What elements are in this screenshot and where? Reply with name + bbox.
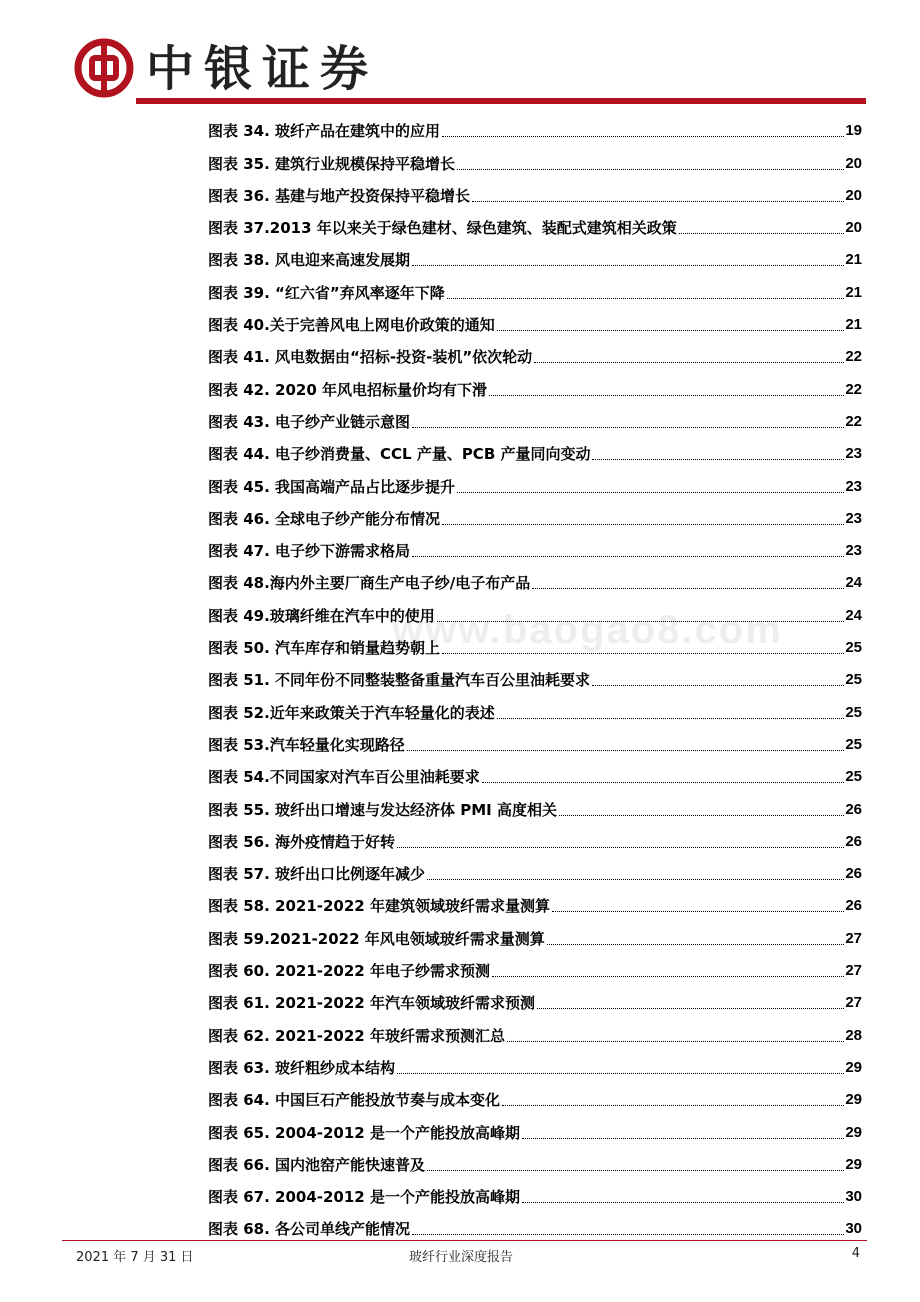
toc-leader-dots (592, 685, 844, 686)
toc-leader-dots (457, 169, 844, 170)
toc-entry-page: 29 (845, 1155, 862, 1173)
toc-entry[interactable] (208, 886, 862, 918)
toc-entry-page: 25 (845, 671, 862, 689)
toc-entry[interactable] (208, 1209, 862, 1241)
toc-entry-label: 图表 38. 风电迎来高速发展期 (208, 251, 411, 270)
toc-entry-label: 图表 50. 汽车库存和销量趋势朝上 (208, 639, 441, 658)
toc-entry-label: 图表 54.不同国家对汽车百公里油耗要求 (208, 768, 480, 787)
page-footer (62, 1246, 860, 1266)
toc-entry-label: 图表 41. 风电数据由“招标-投资-装机”依次轮动 (208, 348, 533, 367)
toc-entry-label: 图表 58. 2021-2022 年建筑领域玻纤需求量测算 (208, 897, 550, 916)
toc-entry-page: 26 (845, 800, 862, 818)
toc-entry-page: 26 (845, 832, 862, 850)
footer-report-title: 玻纤行业深度报告 (408, 1250, 513, 1265)
toc-entry-page: 20 (845, 219, 862, 237)
toc-entry-page: 23 (845, 445, 862, 463)
toc-leader-dots (412, 427, 844, 428)
toc-entry[interactable] (208, 531, 862, 563)
toc-leader-dots (407, 750, 845, 751)
toc-leader-dots (482, 782, 845, 783)
toc-entry-page: 26 (845, 897, 862, 915)
toc-leader-dots (507, 1041, 844, 1042)
toc-entry-page: 21 (845, 251, 862, 269)
toc-entry[interactable] (208, 369, 862, 401)
toc-entry-page: 22 (845, 380, 862, 398)
toc-entry-label: 图表 67. 2004-2012 是一个产能投放高峰期 (208, 1188, 520, 1207)
toc-entry[interactable] (208, 1048, 862, 1080)
toc-leader-dots (442, 524, 844, 525)
toc-entry-label: 图表 49.玻璃纤维在汽车中的使用 (208, 606, 435, 625)
toc-entry-page: 19 (845, 122, 862, 140)
page-header (0, 0, 920, 110)
toc-entry[interactable] (208, 143, 862, 175)
toc-entry[interactable] (208, 563, 862, 595)
toc-entry[interactable] (208, 1112, 862, 1144)
footer-page-number: 4 (851, 1246, 860, 1261)
toc-entry[interactable] (208, 1145, 862, 1177)
toc-leader-dots (522, 1138, 844, 1139)
toc-leader-dots (537, 1008, 844, 1009)
toc-leader-dots (559, 815, 844, 816)
toc-entry-page: 22 (845, 348, 862, 366)
toc-leader-dots (497, 718, 845, 719)
toc-entry-label: 图表 34. 玻纤产品在建筑中的应用 (208, 122, 441, 141)
toc-entry[interactable] (208, 983, 862, 1015)
toc-entry-page: 25 (845, 639, 862, 657)
toc-entry[interactable] (208, 402, 862, 434)
toc-entry[interactable] (208, 466, 862, 498)
toc-entry-label: 图表 63. 玻纤粗纱成本结构 (208, 1058, 396, 1077)
toc-leader-dots (427, 879, 844, 880)
toc-leader-dots (472, 201, 844, 202)
toc-entry-label: 图表 46. 全球电子纱产能分布情况 (208, 509, 441, 528)
toc-entry-page: 30 (845, 1188, 862, 1206)
toc-entry-label: 图表 44. 电子纱消费量、CCL 产量、PCB 产量同向变动 (208, 445, 591, 464)
toc-leader-dots (502, 1105, 844, 1106)
toc-entry-label: 图表 68. 各公司单线产能情况 (208, 1220, 411, 1239)
toc-leader-dots (522, 1202, 844, 1203)
toc-entry-label: 图表 35. 建筑行业规模保持平稳增长 (208, 154, 456, 173)
toc-entry-page: 21 (845, 316, 862, 334)
toc-entry-label: 图表 48.海内外主要厂商生产电子纱/电子布产品 (208, 574, 531, 593)
toc-leader-dots (489, 395, 844, 396)
toc-leader-dots (547, 944, 845, 945)
toc-entry[interactable] (208, 951, 862, 983)
toc-leader-dots (397, 1073, 844, 1074)
toc-entry-page: 30 (845, 1220, 862, 1238)
toc-entry-label: 图表 36. 基建与地产投资保持平稳增长 (208, 186, 471, 205)
toc-entry-page: 23 (845, 542, 862, 560)
toc-entry[interactable] (208, 272, 862, 304)
toc-leader-dots (442, 653, 844, 654)
toc-entry-page: 20 (845, 154, 862, 172)
toc-leader-dots (679, 233, 845, 234)
toc-entry[interactable] (208, 918, 862, 950)
toc-entry-label: 图表 40.关于完善风电上网电价政策的通知 (208, 316, 495, 335)
toc-entry[interactable] (208, 434, 862, 466)
toc-entry-label: 图表 45. 我国高端产品占比逐步提升 (208, 477, 456, 496)
toc-entry-page: 29 (845, 1091, 862, 1109)
toc-leader-dots (534, 362, 844, 363)
toc-leader-dots (457, 492, 844, 493)
toc-entry-page: 23 (845, 509, 862, 527)
toc-entry-page: 25 (845, 703, 862, 721)
footer-rule (62, 1240, 867, 1241)
toc-entry-label: 图表 57. 玻纤出口比例逐年减少 (208, 865, 426, 884)
toc-leader-dots (532, 588, 844, 589)
toc-leader-dots (412, 556, 844, 557)
toc-entry-label: 图表 47. 电子纱下游需求格局 (208, 542, 411, 561)
toc-entry-page: 21 (845, 283, 862, 301)
toc-entry-page: 26 (845, 865, 862, 883)
toc-entry[interactable] (208, 499, 862, 531)
toc-entry[interactable] (208, 822, 862, 854)
toc-leader-dots (497, 330, 845, 331)
toc-entry-page: 27 (845, 929, 862, 947)
toc-entry[interactable] (208, 176, 862, 208)
toc-entry[interactable] (208, 789, 862, 821)
toc-entry[interactable] (208, 660, 862, 692)
toc-entry-page: 20 (845, 186, 862, 204)
toc-entry-label: 图表 51. 不同年份不同整装整备重量汽车百公里油耗要求 (208, 671, 591, 690)
toc-entry[interactable] (208, 725, 862, 757)
toc-entry-label: 图表 64. 中国巨石产能投放节奏与成本变化 (208, 1091, 501, 1110)
toc-leader-dots (492, 976, 844, 977)
toc-entry-label: 图表 52.近年来政策关于汽车轻量化的表述 (208, 703, 495, 722)
toc-entry[interactable] (208, 208, 862, 240)
toc-entry-page: 27 (845, 962, 862, 980)
toc-entry-label: 图表 61. 2021-2022 年汽车领域玻纤需求预测 (208, 994, 535, 1013)
header-rule (136, 98, 866, 104)
toc-entry-page: 28 (845, 1026, 862, 1044)
bank-of-china-logo-icon (74, 38, 134, 98)
footer-date: 2021 年 7 月 31 日 (76, 1250, 194, 1265)
toc-entry[interactable] (208, 111, 862, 143)
toc-leader-dots (437, 621, 845, 622)
toc-entry-label: 图表 59.2021-2022 年风电领域玻纤需求量测算 (208, 929, 545, 948)
toc-entry[interactable] (208, 628, 862, 660)
toc-entry[interactable] (208, 595, 862, 627)
toc-entry-page: 25 (845, 768, 862, 786)
toc-entry-label: 图表 55. 玻纤出口增速与发达经济体 PMI 高度相关 (208, 800, 557, 819)
toc-leader-dots (442, 136, 844, 137)
toc-leader-dots (427, 1170, 844, 1171)
toc-entry[interactable] (208, 1080, 862, 1112)
toc-entry-label: 图表 56. 海外疫情趋于好转 (208, 832, 396, 851)
toc-leader-dots (397, 847, 844, 848)
toc-entry-page: 23 (845, 477, 862, 495)
toc-entry-label: 图表 42. 2020 年风电招标量价均有下滑 (208, 380, 487, 399)
toc-entry[interactable] (208, 692, 862, 724)
toc-entry-label: 图表 60. 2021-2022 年电子纱需求预测 (208, 962, 490, 981)
toc-entry-label: 图表 43. 电子纱产业链示意图 (208, 412, 411, 431)
toc-entry-page: 24 (845, 574, 862, 592)
toc-entry-label: 图表 62. 2021-2022 年玻纤需求预测汇总 (208, 1026, 505, 1045)
toc-entry-label: 图表 39. “红六省”弃风率逐年下降 (208, 283, 445, 302)
toc-entry-page: 29 (845, 1123, 862, 1141)
toc-leader-dots (412, 1234, 844, 1235)
toc-entry-page: 24 (845, 606, 862, 624)
toc-entry[interactable] (208, 1177, 862, 1209)
toc-entry[interactable] (208, 854, 862, 886)
toc-leader-dots (552, 911, 844, 912)
toc-entry-label: 图表 65. 2004-2012 是一个产能投放高峰期 (208, 1123, 520, 1142)
toc-entry-page: 29 (845, 1058, 862, 1076)
watermark: www.baogao8.com (392, 608, 783, 652)
toc-leader-dots (592, 459, 844, 460)
toc-entry-page: 27 (845, 994, 862, 1012)
toc-leader-dots (447, 298, 845, 299)
toc-entry[interactable] (208, 240, 862, 272)
toc-entry-label: 图表 66. 国内池窑产能快速普及 (208, 1155, 426, 1174)
toc-entry-label: 图表 37.2013 年以来关于绿色建材、绿色建筑、装配式建筑相关政策 (208, 219, 677, 238)
toc-entry[interactable] (208, 305, 862, 337)
figure-index-list (208, 111, 862, 1241)
brand-name: 中银证券 (146, 41, 379, 97)
toc-entry-page: 25 (845, 735, 862, 753)
toc-entry[interactable] (208, 337, 862, 369)
toc-entry-label: 图表 53.汽车轻量化实现路径 (208, 735, 405, 754)
toc-entry[interactable] (208, 1015, 862, 1047)
toc-entry-page: 22 (845, 412, 862, 430)
toc-entry[interactable] (208, 757, 862, 789)
toc-leader-dots (412, 265, 844, 266)
